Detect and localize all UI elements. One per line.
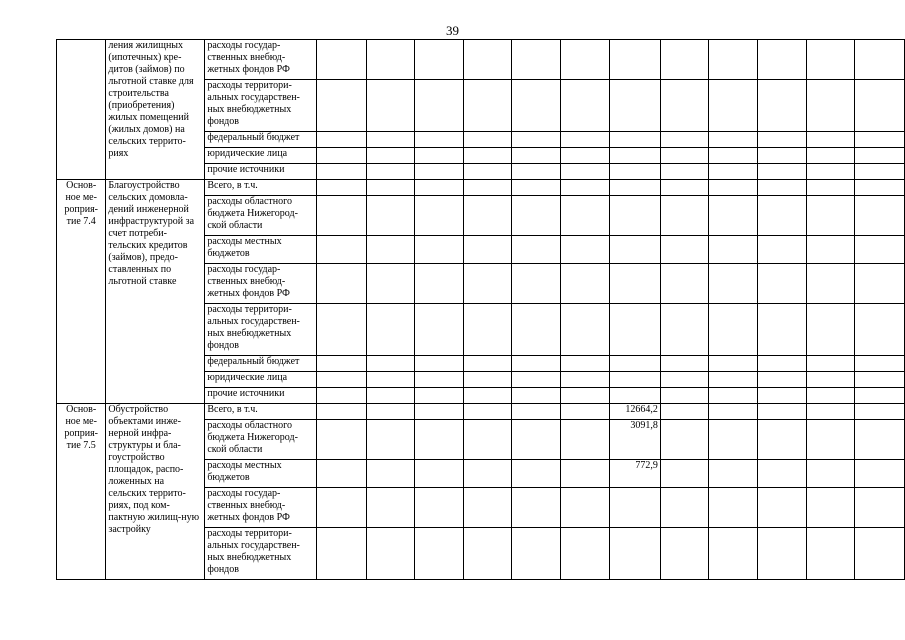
value-cell [317,372,367,388]
value-cell [317,388,367,404]
value-cell [512,404,561,420]
funding-source-cell: расходы местных бюджетов [205,236,317,264]
value-cell [366,356,415,372]
value-cell [561,40,610,80]
value-cell [855,528,905,580]
value-cell [561,488,610,528]
value-cell [855,372,905,388]
value-cell [709,264,758,304]
value-cell [806,132,855,148]
value-cell [855,420,905,460]
value-cell [709,196,758,236]
value-cell [660,404,709,420]
table-row [57,40,905,80]
value-cell [660,420,709,460]
value-cell [415,356,464,372]
value-cell [806,356,855,372]
table-row [57,404,905,420]
funding-source-cell: расходы государ-ственных внебюд-жетных фондов РФ [205,40,317,80]
value-cell [366,388,415,404]
value-cell [806,528,855,580]
value-cell [806,264,855,304]
value-cell [660,488,709,528]
value-cell [709,460,758,488]
value-cell [366,132,415,148]
value-cell [758,372,807,388]
value-cell [609,356,660,372]
funding-source-cell: расходы территори-альных государствен-ных внебюджетных фондов [205,304,317,356]
value-cell [709,164,758,180]
value-cell: 12664,2 [609,404,660,420]
value-cell [758,460,807,488]
value-cell [758,164,807,180]
value-cell [463,148,512,164]
value-cell [806,488,855,528]
value-cell [561,180,610,196]
value-cell [415,460,464,488]
value-cell [855,148,905,164]
funding-source-cell: Всего, в т.ч. [205,180,317,196]
value-cell [463,132,512,148]
value-cell [758,132,807,148]
value-cell [415,528,464,580]
value-cell [366,148,415,164]
value-cell [806,180,855,196]
value-cell [806,148,855,164]
block-measure-7-4-action-cell: Основ-ное ме-роприя-тие 7.4 [57,180,106,404]
value-cell [709,356,758,372]
value-cell [415,180,464,196]
value-cell [366,304,415,356]
value-cell [415,488,464,528]
value-cell [463,40,512,80]
value-cell [415,80,464,132]
value-cell [660,164,709,180]
funding-source-cell: федеральный бюджет [205,132,317,148]
value-cell [317,488,367,528]
value-cell [512,196,561,236]
value-cell [463,304,512,356]
value-cell [609,236,660,264]
value-cell [366,372,415,388]
value-cell [709,388,758,404]
value-cell [463,372,512,388]
value-cell [561,372,610,388]
value-cell [463,164,512,180]
value-cell [366,196,415,236]
value-cell [855,388,905,404]
funding-source-cell: расходы местных бюджетов [205,460,317,488]
value-cell [758,404,807,420]
value-cell [609,488,660,528]
value-cell [609,40,660,80]
value-cell [758,488,807,528]
value-cell [366,164,415,180]
value-cell [609,164,660,180]
value-cell [317,164,367,180]
value-cell [660,148,709,164]
funding-source-cell: расходы территори-альных государствен-ных внебюджетных фондов [205,528,317,580]
value-cell [855,196,905,236]
block-measure-7-4-description-cell: Благоустройство сельских домовла-дений инженерной инфраструктурой за счет потреби-тельских кредитов (займов), предо-ставленных по льготной ставке [106,180,205,404]
funding-source-cell: расходы государ-ственных внебюд-жетных фондов РФ [205,264,317,304]
value-cell [855,80,905,132]
value-cell [512,164,561,180]
value-cell [758,180,807,196]
value-cell [561,132,610,148]
value-cell [806,460,855,488]
value-cell [758,528,807,580]
value-cell [463,196,512,236]
value-cell [806,236,855,264]
value-cell [415,236,464,264]
value-cell [660,80,709,132]
value-cell [806,196,855,236]
value-cell [660,40,709,80]
value-cell [855,488,905,528]
value-cell [660,264,709,304]
value-cell [758,388,807,404]
value-cell [609,180,660,196]
value-cell [463,264,512,304]
value-cell [609,132,660,148]
value-cell [366,460,415,488]
value-cell [609,304,660,356]
value-cell [317,148,367,164]
value-cell [366,236,415,264]
value-cell [512,488,561,528]
value-cell [806,80,855,132]
value-cell [660,196,709,236]
value-cell [366,420,415,460]
value-cell [561,356,610,372]
value-cell [709,132,758,148]
value-cell [709,180,758,196]
value-cell [317,264,367,304]
value-cell [317,420,367,460]
page-number: 39 [446,23,459,38]
value-cell [317,460,367,488]
value-cell [317,196,367,236]
funding-source-cell: юридические лица [205,148,317,164]
value-cell [415,388,464,404]
value-cell [561,264,610,304]
value-cell [855,356,905,372]
value-cell [415,148,464,164]
value-cell [512,40,561,80]
value-cell [609,80,660,132]
value-cell [415,132,464,148]
value-cell [317,80,367,132]
value-cell [609,196,660,236]
value-cell [609,264,660,304]
value-cell [317,40,367,80]
value-cell [317,236,367,264]
value-cell [463,180,512,196]
value-cell [317,404,367,420]
value-cell [758,40,807,80]
value-cell [512,388,561,404]
value-cell [561,420,610,460]
value-cell [463,528,512,580]
value-cell [366,528,415,580]
value-cell [366,80,415,132]
value-cell [806,164,855,180]
value-cell [317,528,367,580]
value-cell [709,304,758,356]
funding-source-cell: юридические лица [205,372,317,388]
value-cell [855,264,905,304]
value-cell [758,148,807,164]
value-cell [463,356,512,372]
value-cell [561,388,610,404]
value-cell [415,404,464,420]
value-cell [561,164,610,180]
value-cell [758,304,807,356]
value-cell [806,420,855,460]
funding-source-cell: федеральный бюджет [205,356,317,372]
value-cell [512,372,561,388]
value-cell [561,304,610,356]
value-cell [366,264,415,304]
value-cell [317,132,367,148]
value-cell [855,40,905,80]
funding-source-cell: прочие источники [205,164,317,180]
value-cell [855,304,905,356]
value-cell [806,304,855,356]
value-cell [758,356,807,372]
value-cell [806,40,855,80]
value-cell [561,236,610,264]
value-cell [317,356,367,372]
value-cell [463,236,512,264]
value-cell [561,404,610,420]
value-cell [855,236,905,264]
value-cell [415,420,464,460]
value-cell [512,304,561,356]
value-cell [660,528,709,580]
value-cell [609,372,660,388]
value-cell [512,148,561,164]
funding-source-cell: расходы областного бюджета Нижегород-ской области [205,196,317,236]
value-cell [709,528,758,580]
value-cell [366,180,415,196]
value-cell [660,356,709,372]
value-cell [512,528,561,580]
value-cell [806,372,855,388]
value-cell [609,148,660,164]
value-cell: 3091,8 [609,420,660,460]
value-cell: 772,9 [609,460,660,488]
value-cell [758,80,807,132]
value-cell [463,80,512,132]
value-cell [660,372,709,388]
funding-source-cell: Всего, в т.ч. [205,404,317,420]
value-cell [855,132,905,148]
value-cell [709,404,758,420]
value-cell [709,80,758,132]
value-cell [512,80,561,132]
value-cell [366,488,415,528]
value-cell [660,236,709,264]
value-cell [463,420,512,460]
value-cell [660,388,709,404]
value-cell [561,80,610,132]
value-cell [709,420,758,460]
block-continuation-description-cell: ления жилищных (ипотечных) кре-дитов (займов) по льготной ставке для строительства (приобретения) жилых помещений (жилых домов) на сельских террито-риях [106,40,205,180]
value-cell [512,356,561,372]
value-cell [366,404,415,420]
block-measure-7-5-action-cell: Основ-ное ме-роприя-тие 7.5 [57,404,106,580]
value-cell [758,264,807,304]
value-cell [709,488,758,528]
value-cell [512,132,561,148]
value-cell [709,148,758,164]
value-cell [561,196,610,236]
value-cell [366,40,415,80]
value-cell [512,460,561,488]
value-cell [561,528,610,580]
table-row [57,180,905,196]
value-cell [415,264,464,304]
value-cell [415,40,464,80]
value-cell [660,460,709,488]
value-cell [415,372,464,388]
value-cell [609,388,660,404]
value-cell [855,180,905,196]
value-cell [709,40,758,80]
value-cell [463,460,512,488]
value-cell [317,304,367,356]
funding-source-cell: расходы областного бюджета Нижегород-ской области [205,420,317,460]
block-measure-7-5-description-cell: Обустройство объектами инже-нерной инфра-структуры и бла-гоустройство площадок, распо-ложенных на сельских террито-риях, под ком-пактную жилищ-ную застройку [106,404,205,580]
value-cell [415,196,464,236]
value-cell [512,180,561,196]
funding-source-cell: прочие источники [205,388,317,404]
value-cell [709,372,758,388]
value-cell [512,236,561,264]
value-cell [758,236,807,264]
value-cell [855,164,905,180]
funding-source-cell: расходы территори-альных государствен-ных внебюджетных фондов [205,80,317,132]
value-cell [415,304,464,356]
value-cell [855,404,905,420]
value-cell [806,404,855,420]
value-cell [463,488,512,528]
value-cell [806,388,855,404]
value-cell [660,180,709,196]
value-cell [512,264,561,304]
value-cell [758,196,807,236]
value-cell [709,236,758,264]
value-cell [855,460,905,488]
budget-table [56,39,905,580]
value-cell [758,420,807,460]
value-cell [512,420,561,460]
value-cell [561,460,610,488]
value-cell [317,180,367,196]
funding-source-cell: расходы государ-ственных внебюд-жетных фондов РФ [205,488,317,528]
value-cell [660,304,709,356]
value-cell [660,132,709,148]
value-cell [463,388,512,404]
value-cell [415,164,464,180]
value-cell [463,404,512,420]
value-cell [561,148,610,164]
value-cell [609,528,660,580]
block-continuation-action-cell [57,40,106,180]
